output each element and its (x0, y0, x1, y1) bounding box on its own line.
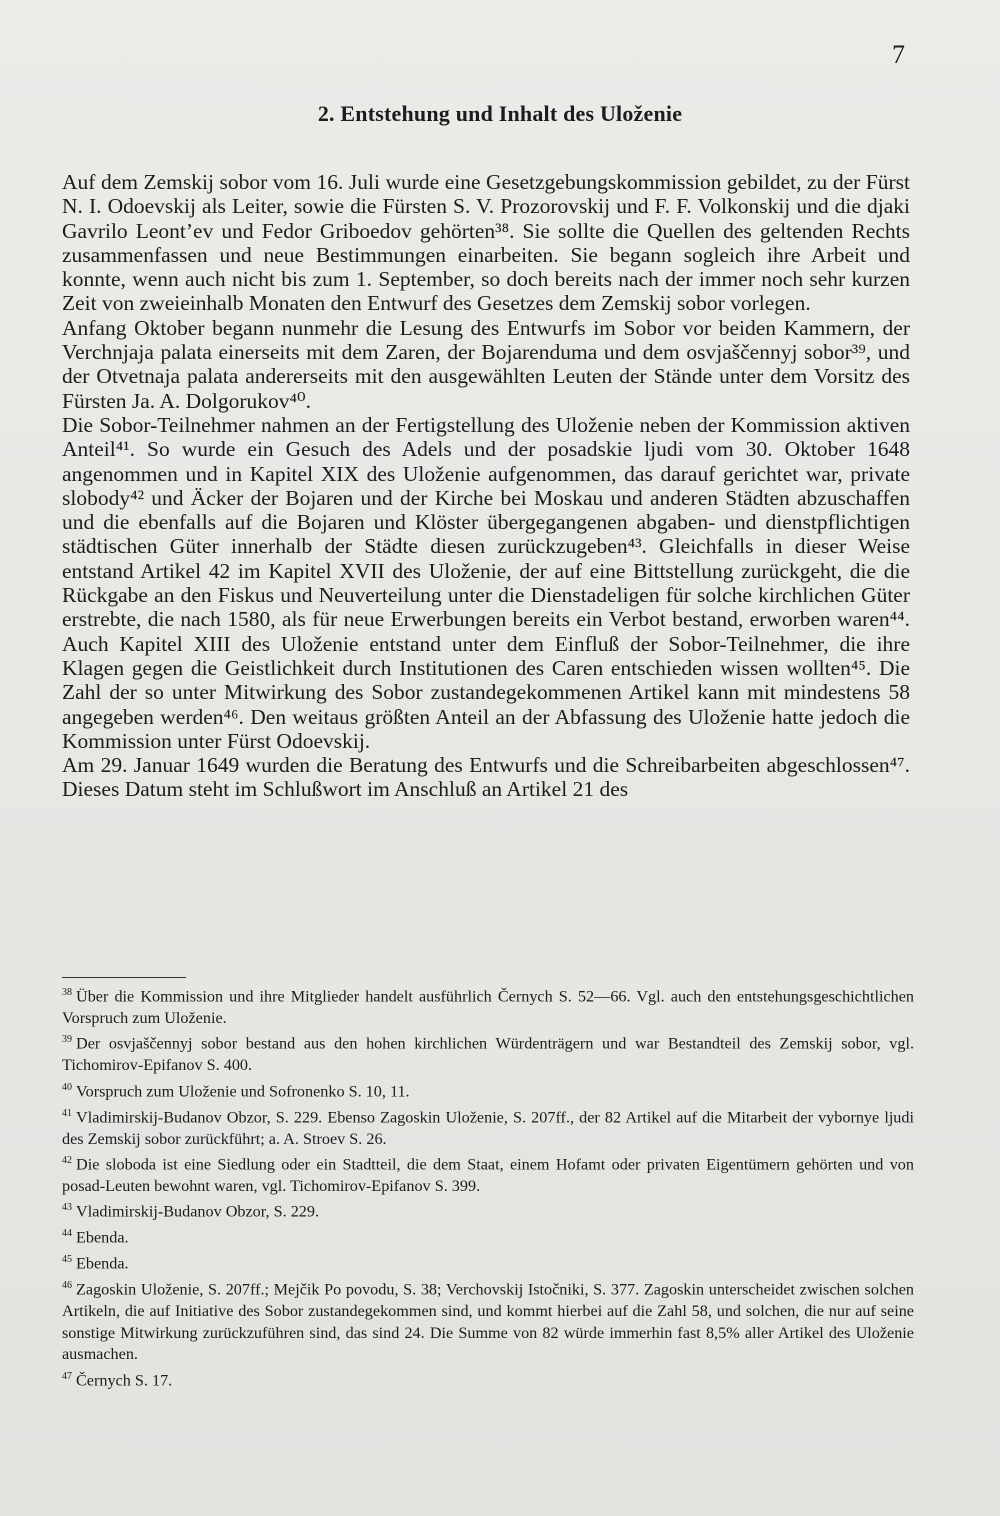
footnote (62, 1103, 914, 1150)
footnote-text: Die sloboda ist eine Siedlung oder ein Stadtteil, die dem Staat, einem Hofamt oder privaten Eigentümern gehörten und von posad-Leuten bewohnt waren, vgl. Tichomirov-Epifanov S. 399. (62, 1155, 914, 1195)
footnote-text: Zagoskin Uloženie, S. 207ff.; Mejčik Po povodu, S. 38; Verchovskij Istočniki, S. 377. Zagoskin unterscheidet zwischen solchen Artikeln, die auf Initiative des Sobor zustandegekommen sind, und kommt hierbei auf die Zahl 58, und solchen, die nur auf seine sonstige Mitwirkung zurückzuführen sind, das sind 24. Die Summe von 82 würde immerhin fast 8,5% aller Artikel des Uloženie ausmachen. (62, 1280, 914, 1364)
footnote (62, 1223, 914, 1249)
footnote-text: Vorspruch zum Uloženie und Sofronenko S. 10, 11. (76, 1082, 410, 1101)
footnote (62, 1150, 914, 1197)
footnote-text: Vladimirskij-Budanov Obzor, S. 229. Ebenso Zagoskin Uloženie, S. 207ff., der 82 Artikel auf die Mitarbeit der vybornye ljudi des Zemskij sobor zurückführt; a. A. Stroev S. 26. (62, 1108, 914, 1148)
footnote-number: 47 (62, 1370, 72, 1382)
page-number: 7 (892, 40, 905, 69)
footnote (62, 1275, 914, 1365)
paragraph: Am 29. Januar 1649 wurden die Beratung des Entwurfs und die Schreibarbeiten abgeschlossen⁴⁷. Dieses Datum steht im Schlußwort im Anschluß an Artikel 21 des (62, 753, 910, 802)
footnote (62, 1249, 914, 1275)
footnote (62, 1029, 914, 1076)
footnote (62, 1366, 914, 1392)
footnote-number: 39 (62, 1034, 72, 1046)
footnote-number: 41 (62, 1107, 72, 1119)
footnote-text: Ebenda. (76, 1254, 129, 1273)
paragraph: Anfang Oktober begann nunmehr die Lesung des Entwurfs im Sobor vor beiden Kammern, der Verchnjaja palata einerseits mit dem Zaren, der Bojarenduma und dem osvjaščennyj sobor³⁹, und der Otvetnaja palata andererseits mit den ausgewählten Leuten der Stände unter dem Vorsitz des Fürsten Ja. A. Dolgorukov⁴⁰. (62, 315, 910, 413)
footnote-divider (62, 977, 186, 978)
footnote-text: Černych S. 17. (76, 1370, 173, 1389)
footnote-number: 46 (62, 1280, 72, 1292)
footnote (62, 982, 914, 1029)
footnote-number: 43 (62, 1202, 72, 1214)
footnote-text: Über die Kommission und ihre Mitglieder handelt ausführlich Černych S. 52—66. Vgl. auch den entstehungsgeschichtlichen Vorspruch zum Uloženie. (62, 987, 914, 1027)
footnote (62, 1077, 914, 1103)
paragraph: Auf dem Zemskij sobor vom 16. Juli wurde eine Gesetzgebungskommission gebildet, zu der Fürst N. I. Odoevskij als Leiter, sowie die Fürsten S. V. Prozorovskij und F. F. Volkonskij und die djaki Gavrilo Leont’ev und Fedor Griboedov gehörten³⁸. Sie sollte die Quellen des geltenden Rechts zusammenfassen und neue Bestimmungen einarbeiten. Sie begann sogleich ihre Arbeit und konnte, wenn auch nicht bis zum 1. September, so doch bereits nach der immer noch sehr kurzen Zeit von zweieinhalb Monaten den Entwurf des Gesetzes dem Zemskij sobor vorlegen. (62, 170, 910, 316)
section-heading: 2. Entstehung und Inhalt des Uloženie (317, 101, 683, 126)
footnote-text: Ebenda. (76, 1228, 129, 1247)
footnote-text: Vladimirskij-Budanov Obzor, S. 229. (76, 1202, 320, 1221)
footnote-number: 44 (62, 1228, 72, 1240)
footnote-text: Der osvjaščennyj sobor bestand aus den hohen kirchlichen Würdenträgern und war Bestandteil des Zemskij sobor, vgl. Tichomirov-Epifanov S. 400. (62, 1034, 914, 1075)
footnote-number: 45 (62, 1254, 72, 1266)
footnote-number: 42 (62, 1155, 72, 1167)
body-text (62, 170, 910, 802)
footnote-number: 38 (62, 987, 72, 998)
footnote-number: 40 (62, 1081, 72, 1093)
footnotes (62, 982, 914, 1391)
footnote (62, 1197, 914, 1223)
paragraph: Die Sobor-Teilnehmer nahmen an der Fertigstellung des Uloženie neben der Kommission aktiven Anteil⁴¹. So wurde ein Gesuch des Adels und der posadskie ljudi vom 30. Oktober 1648 angenommen und in Kapitel XIX des Uloženie aufgenommen, das darauf gerichtet war, private slobody⁴² und Äcker der Bojaren und der Kirche bei Moskau und anderen Städten abzuschaffen und die ebenfalls auf die Bojaren und Klöster übergegangenen abgaben- und dienstpflichtigen städtischen Güter innerhalb der Städte diesen zurückzugeben⁴³. Gleichfalls in dieser Weise entstand Artikel 42 im Kapitel XVII des Uloženie, der auf eine Bittstellung zurückgeht, die die Rückgabe an den Fiskus und Neuverteilung unter die Dienstadeligen für solche kirchlichen Güter erstrebte, die nach 1580, als für neue Erwerbungen bereits ein Verbot bestand, erworben waren⁴⁴. Auch Kapitel XIII des Uloženie entstand unter dem Einfluß der Sobor-Teilnehmer, die ihre Klagen gegen die Geistlichkeit durch Institutionen des Caren entschieden wissen wollten⁴⁵. Die Zahl der so unter Mitwirkung des Sobor zustandegekommenen Artikel kann mit mindestens 58 angegeben werden⁴⁶. Den weitaus größten Anteil an der Abfassung des Uloženie hatte jedoch die Kommission unter Fürst Odoevskij. (62, 412, 910, 753)
